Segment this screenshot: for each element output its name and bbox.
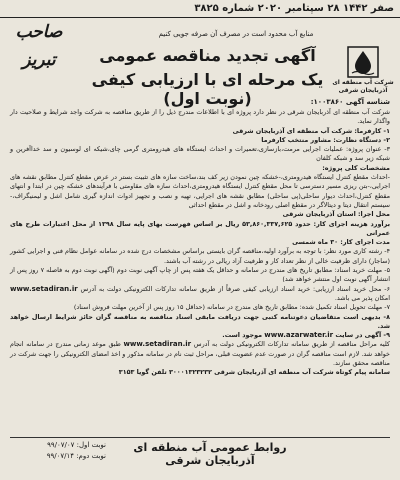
website-line: ۹- آگهی در سایت www.azarwater.ir موجود است. [222, 331, 390, 340]
purchase-place-line: ۶- محل خرید اسناد ارزیابی: خرید اسناد ارزیابی کیفی صرفاً از طریق سامانه تدارکات الکترونیکی دولت به آدرس www.setadiran.ir امکان پذیر می باشد. [10, 284, 390, 302]
azarwater-link[interactable]: www.azarwater.ir [264, 331, 334, 340]
ad-title: آگهی تجدید مناقصه عمومی [99, 46, 316, 65]
invitation-line: ۸- بدیهی است متقاضیان دعوتنامه کتبی جهت دریافت مابقی اسناد مناقصه به مناقصه گران حائز شرایط ارسال خواهد شد. [10, 312, 390, 330]
setadiran-link-2[interactable]: www.setadiran.ir [123, 340, 192, 349]
water-saving-notice: منابع آب محدود است در مصرف آن صرفه جویی کنیم [158, 30, 314, 38]
project-specs-heading: مشخصات کلی پروژه: [322, 163, 390, 172]
work-field-line: ۴- رشته کاری مورد نظر: با توجه به برآورد اولیه،مناقصه گران بایستی براساس مشخصات درج شده در سامانه عوامل نظام فنی و اجرایی کشور (ساجار) دارای ظرفیت خالی از نظر تعداد کار و ظرفیت آزاد ریالی در رشته آب باشند. [10, 247, 390, 265]
company-logo [330, 45, 396, 105]
sms-phone-line: سامانه پیام کوتاه شرکت آب منطقه ای آذربایجان شرقی ۳۰۰۰۱۳۲۳۲۳۲ تلفن گویا ۳۱۵۳ [118, 368, 390, 377]
second-publication-date: نوبت دوم: ۹۹/۰۷/۱۴ [46, 452, 106, 460]
location-line: محل اجرا: استان آذربایجان شرقی [282, 210, 390, 219]
intro-paragraph: شرکت آب منطقه ای آذربایجان شرقی در نظر دارد پروژه ای با اطلاعات مندرج ذیل را از طریق مناقصه به شرکت واجد شرایط و صلاحیت دار واگذار نماید. [10, 108, 390, 126]
project-title-line: ۳- عنوان پروژه: عملیات اجرایی مرمت،بازسازی،تعمیرات و احداث ایستگاه های هیدرومتری گرمی چای،شیکه ای لوسیون و سد خداآفرین و شبکه زیر سد و شبکه کلفان [10, 145, 390, 163]
newspaper-masthead: صاحب تبریز [15, 22, 63, 70]
setadiran-link[interactable]: www.setadiran.ir [10, 284, 78, 293]
company-name: شرکت آب منطقه ای آذربایجان شرقی [332, 79, 394, 94]
ad-subtitle: یک مرحله ای با ارزیابی کیفی (نوبت اول) [91, 70, 324, 108]
tender-id: شناسه آگهی ۱۰۰۳۸۶۰: [310, 98, 390, 106]
project-specs-text: -احداث مقطع کنترل ایستگاه هیدرومتری،-خشکه چین نمودن زیر کف بند،ساخت سازه های تثبیت بستر در عرض مقطع کنترل مطابق نقشه های اجرایی،-بتن ریزی مسیر دسترسی تا محل مقطع کنترل ایستگاه هیدرومتری،احداث سازه های مقاومتی با فرآیندهای خشکه چین در ابتدا و انتهای مقطع کنترل،احداث دیوار ساحلی(پی ساحلی) مطابق نقشه های اجرایی، تهیه و نصب و تجهیز ادوات اندازه گیری شامل اشل و لیمنیگراف،-سیستم انتقال دیتا و دیتالاگر در مقطع اصلی رودخانه و اشل در مقطع احداثی [10, 173, 390, 209]
supervisor-line: ۲- دستگاه نظارت: مشاور منتخب کارفرما [261, 135, 390, 144]
water-drop-logo-icon [346, 45, 380, 79]
purchase-deadline-line: ۵- مهلت خرید اسناد: مطابق تاریخ های مندرج در سامانه و حداقل یک هفته پس از چاپ آگهی نوبت دوم (آگهی نوبت دوم به فاصله ۷ روز پس از انتشار آگهی نوبت اول منتشر خواهد شد) [10, 266, 390, 284]
duration-line: مدت اجرای کار: ۳۰ ماه شمسی [292, 238, 390, 247]
issue-header [0, 0, 400, 18]
publication-dates [6, 440, 106, 462]
ad-body [10, 108, 390, 378]
employer-line: ۱- کارفرما: شرکت آب منطقه ای آذربایجان شرقی [232, 126, 390, 135]
first-publication-date: نوبت اول: ۹۹/۰۷/۰۷ [47, 441, 106, 449]
electronic-process-line: کلیه مراحل مناقصه از طریق سامانه تدارکات الکترونیکی دولت به آدرس www.setadiran.ir طبق موعد زمانی مندرج در سامانه انجام خواهد شد. لازم است مناقصه گران در صورت عدم عضویت قبلی، مراحل ثبت نام در سامانه مذکور و اخذ امضای الکترونیکی را جهت شرکت در مناقصه محقق سازند. [10, 340, 390, 368]
delivery-deadline-line: ۷- مهلت تحویل اسناد تکمیل شده: مطابق تاریخ های مندرج در سامانه (حداقل ۱۵ روز پس از آخرین مهلت فروش اسناد) [73, 303, 390, 312]
public-relations-signature: روابط عمومی آب منطقه ای آذربایجان شرقی [133, 441, 287, 467]
issue-info: صفر ۱۴۴۲ ۲۸ سپتامبر ۲۰۲۰ شماره ۳۸۲۵ [194, 3, 394, 14]
cost-estimate-line: برآورد هزینه اجرای کار: حدود ۵۳,۸۶۰,۳۳۷,۶۲۵ ریال بر اساس فهرست بهای پایه سال ۱۳۹۸ از محل اعتبارات طرح های عمرانی [10, 219, 390, 237]
